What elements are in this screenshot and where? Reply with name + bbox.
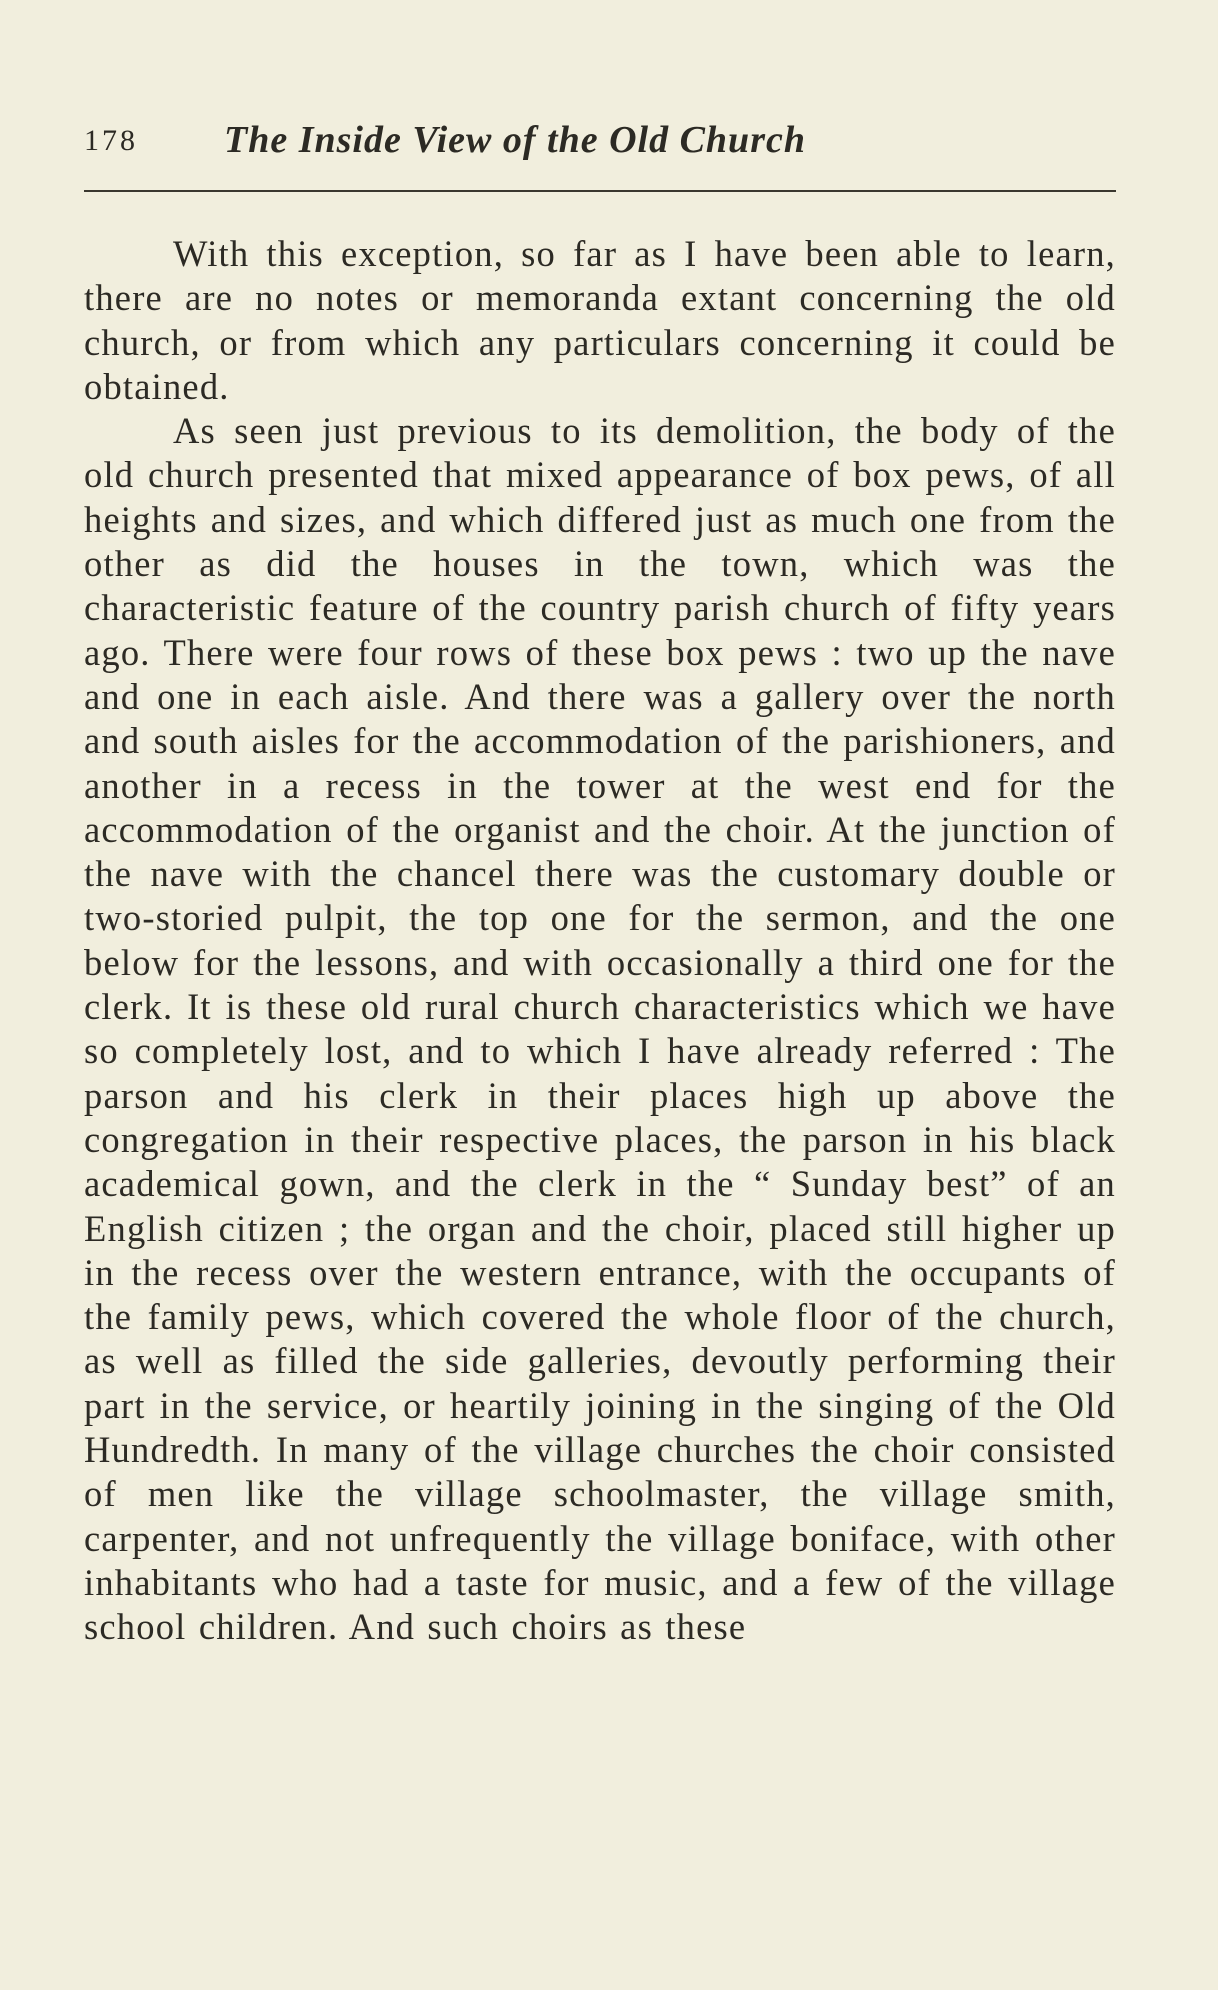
- page-number: 178: [84, 124, 138, 157]
- page-header: [84, 118, 1116, 168]
- body-text: [84, 232, 1116, 1650]
- paragraph: With this exception, so far as I have been able to learn, there are no notes or memoranda extant concerning the old church, or from which any particulars concerning it could be obtained.: [84, 233, 1116, 407]
- running-title: The Inside View of the Old Church: [224, 119, 806, 161]
- paragraph: As seen just previous to its demolition, the body of the old church presented that mixed appearance of box pews, of all heights and sizes, and which differed just as much one from the other as did the houses in the town, which was the characteristic feature of the country parish church of fifty years ago. There were four rows of these box pews : two up the nave and one in each aisle. And there was a gallery over the north and south aisles for the accommodation of the parishioners, and another in a recess in the tower at the west end for the accommodation of the organist and the choir. At the junction of the nave with the chancel there was the customary double or two-storied pulpit, the top one for the sermon, and the one below for the lessons, and with occasionally a third one for the clerk. It is these old rural church characteristics which we have so completely lost, and to which I have already referred : The parson and his clerk in their places high up above the congregation in their respective places, the parson in his black academical gown, and the clerk in the “ Sunday best” of an English citizen ; the organ and the choir, placed still higher up in the recess over the western entrance, with the occupants of the family pews, which covered the whole floor of the church, as well as filled the side galleries, devoutly performing their part in the service, or heartily joining in the singing of the Old Hundredth. In many of the village churches the choir consisted of men like the village schoolmaster, the village smith, carpenter, and not unfrequently the village boniface, with other inhabitants who had a taste for music, and a few of the village school children. And such choirs as these: [84, 410, 1116, 1648]
- header-rule: [84, 190, 1116, 192]
